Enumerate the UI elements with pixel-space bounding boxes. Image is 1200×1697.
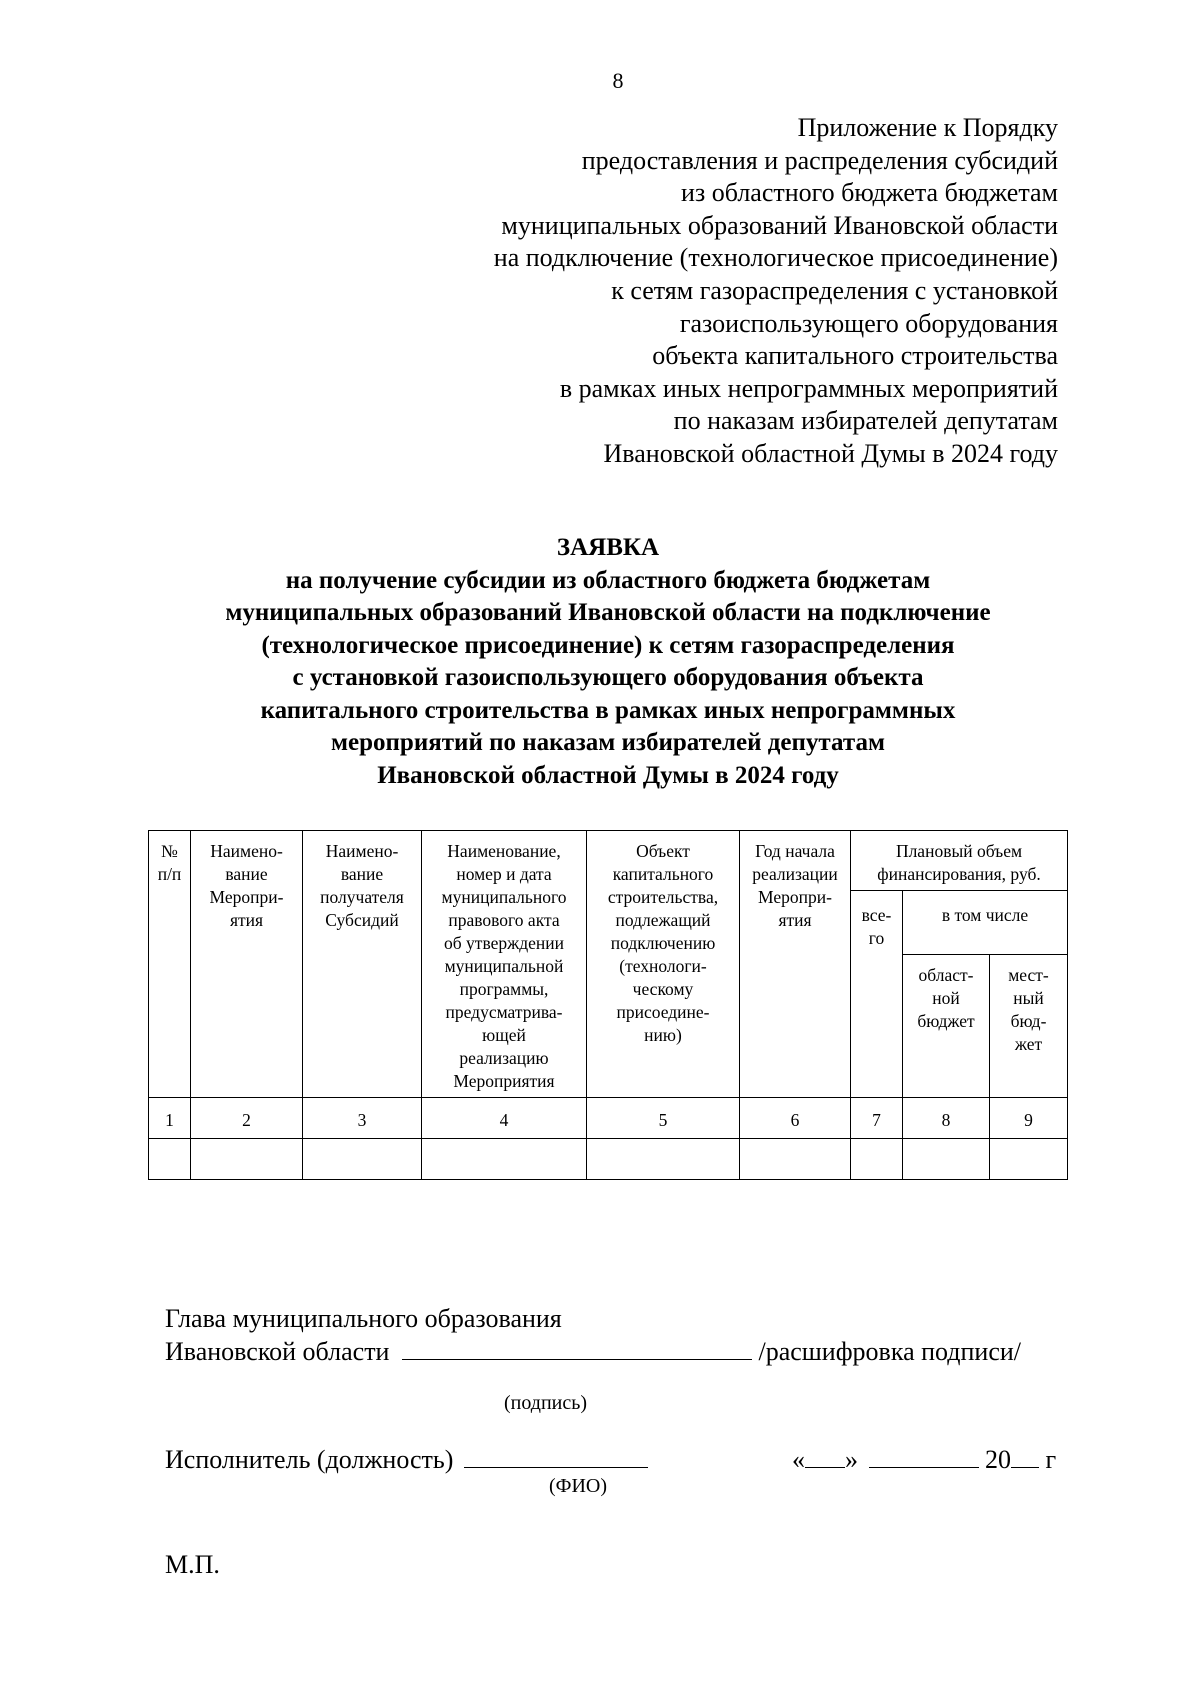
date-day-field[interactable] <box>805 1443 845 1468</box>
appendix-line: Ивановской областной Думы в 2024 году <box>603 438 1058 468</box>
executor-line <box>165 1443 648 1476</box>
table-cell[interactable] <box>149 1139 191 1180</box>
table-cell[interactable] <box>903 1139 990 1180</box>
head-title-line: Глава муниципального образования <box>165 1304 562 1333</box>
column-number: 8 <box>903 1098 990 1139</box>
document-title: ЗАЯВКА <box>556 534 660 561</box>
appendix-line: в рамках иных непрограммных мероприятий <box>559 373 1058 403</box>
column-number: 3 <box>303 1098 422 1139</box>
executor-field[interactable] <box>464 1443 648 1468</box>
table-cell[interactable] <box>587 1139 740 1180</box>
executor-label: Исполнитель (должность) <box>165 1445 454 1474</box>
table-cell[interactable] <box>990 1139 1068 1180</box>
header-cell-funding: Плановый объем финансирования, руб. <box>851 831 1068 891</box>
header-cell-legal-act: Наименование, номер и дата муниципального правового акта об утверждении муниципальной программы, предусматрива- ющей реализацию Мероприятия <box>422 831 587 1098</box>
header-cell-recipient: Наимено- вание получателя Субсидий <box>303 831 422 1098</box>
subtitle-line: капитального строительства в рамках иных непрограммных <box>260 696 956 724</box>
table-cell[interactable] <box>422 1139 587 1180</box>
date-month-field[interactable] <box>869 1443 979 1468</box>
table-cell[interactable] <box>303 1139 422 1180</box>
appendix-line: по наказам избирателей депутатам <box>673 406 1058 436</box>
page-number: 8 <box>612 68 624 93</box>
header-cell-local-budget: мест- ный бюд- жет <box>990 955 1068 1098</box>
date-year-field[interactable] <box>1011 1443 1039 1468</box>
subtitle-line: Ивановской областной Думы в 2024 году <box>377 761 839 789</box>
subtitle-line: с установкой газоиспользующего оборудования объекта <box>292 664 924 691</box>
head-region-label: Ивановской области <box>165 1337 390 1366</box>
subtitle-line: муниципальных образований Ивановской области на подключение <box>225 599 991 626</box>
table-cell[interactable] <box>191 1139 303 1180</box>
header-cell-start-year: Год начала реализации Меропри- ятия <box>740 831 851 1098</box>
column-number-row <box>149 1098 1068 1139</box>
table-row <box>149 1139 1068 1180</box>
appendix-line: Приложение к Порядку <box>797 113 1058 142</box>
header-cell-regional-budget: област- ной бюджет <box>903 955 990 1098</box>
subtitle-line: (технологическое присоединение) к сетям газораспределения <box>261 631 955 659</box>
appendix-line: газоиспользующего оборудования <box>679 308 1058 338</box>
signature-caption: (подпись) <box>504 1392 588 1414</box>
header-cell-total: все- го <box>851 891 903 1098</box>
subtitle-line: на получение субсидии из областного бюджета бюджетам <box>285 566 931 594</box>
appendix-line: к сетям газораспределения с установкой <box>611 275 1058 305</box>
header-cell-including: в том числе <box>903 891 1068 955</box>
application-table <box>148 830 1068 1180</box>
fio-caption: (ФИО) <box>549 1475 608 1497</box>
column-number: 9 <box>990 1098 1068 1139</box>
column-number: 1 <box>149 1098 191 1139</box>
appendix-line: объекта капитального строительства <box>652 341 1058 371</box>
appendix-line: муниципальных образований Ивановской области <box>501 210 1058 240</box>
table-cell[interactable] <box>740 1139 851 1180</box>
header-cell-number: № п/п <box>149 831 191 1098</box>
header-cell-activity: Наимено- вание Меропри- ятия <box>191 831 303 1098</box>
column-number: 5 <box>587 1098 740 1139</box>
signature-line[interactable] <box>402 1335 752 1360</box>
appendix-line: предоставления и распределения субсидий <box>581 145 1058 175</box>
appendix-block <box>358 112 1058 471</box>
column-number: 6 <box>740 1098 851 1139</box>
appendix-line: на подключение (технологическое присоединение) <box>493 243 1058 273</box>
head-region-line <box>165 1335 1021 1368</box>
date-line: « » 20 г <box>792 1445 1057 1474</box>
stamp-label: М.П. <box>165 1550 220 1579</box>
header-cell-object: Объект капитального строительства, подлежащий подключению (технологи- ческому присоедине- нию) <box>587 831 740 1098</box>
document-heading <box>0 532 1200 792</box>
appendix-line: из областного бюджета бюджетам <box>681 178 1058 208</box>
signature-decode: /расшифровка подписи/ <box>758 1337 1022 1366</box>
column-number: 7 <box>851 1098 903 1139</box>
subtitle-line: мероприятий по наказам избирателей депутатам <box>331 729 885 756</box>
table-cell[interactable] <box>851 1139 903 1180</box>
column-number: 4 <box>422 1098 587 1139</box>
column-number: 2 <box>191 1098 303 1139</box>
